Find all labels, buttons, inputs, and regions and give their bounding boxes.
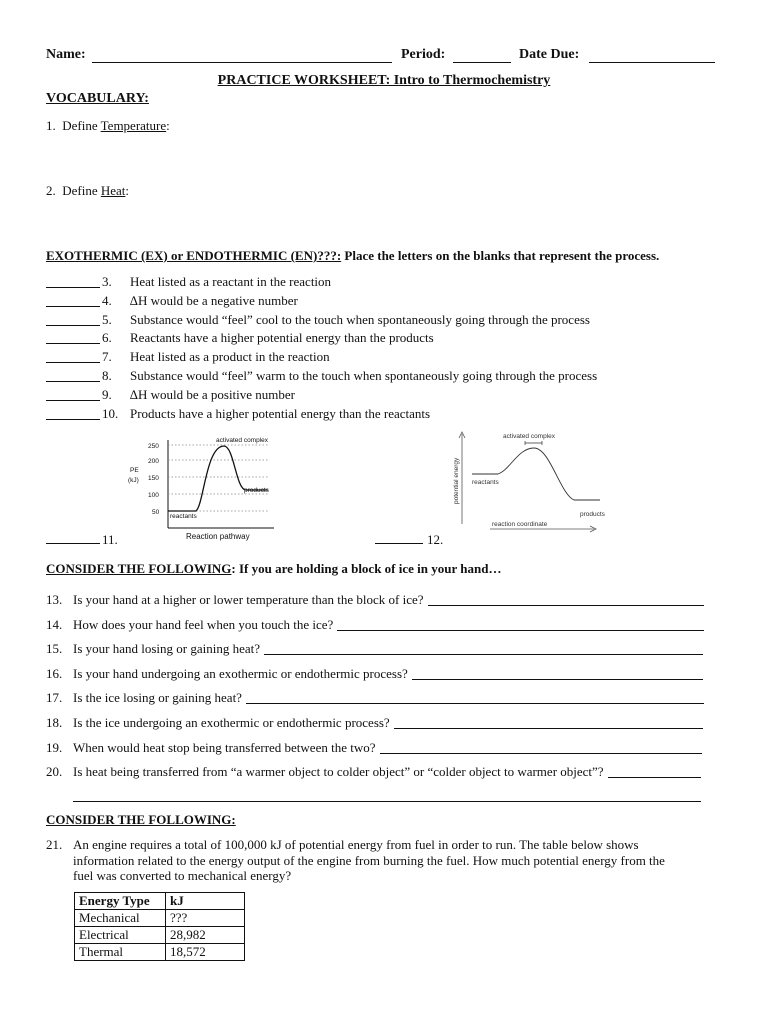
table-cell: Mechanical: [75, 910, 166, 927]
products-label: products: [580, 511, 605, 518]
question-text: Is your hand undergoing an exothermic or endothermic process?: [73, 665, 408, 681]
table-header-row: [75, 893, 245, 910]
question-number: 17.: [46, 690, 63, 706]
answer-blank-11[interactable]: [46, 543, 100, 544]
consider-subheading-1: : If you are holding a block of ice in your hand…: [231, 561, 502, 576]
question-number: 13.: [46, 592, 63, 607]
question-number: 10.: [102, 405, 119, 421]
question-number: 14.: [46, 616, 63, 632]
page-title: PRACTICE WORKSHEET: Intro to Thermochemistry: [217, 73, 551, 88]
question-number: 2.: [46, 183, 56, 198]
tick-label: 200: [148, 458, 159, 465]
answer-line[interactable]: [394, 728, 703, 729]
name-field[interactable]: [92, 62, 392, 63]
answer-blank[interactable]: [46, 400, 100, 401]
answer-line[interactable]: [246, 703, 704, 704]
question-text: Substance would “feel” warm to the touch when spontaneously going through the process: [130, 368, 598, 383]
vocab-term: Temperature: [100, 118, 167, 133]
answer-line[interactable]: [608, 777, 701, 778]
answer-line-20b[interactable]: [73, 801, 701, 802]
question-21-line-1: An engine requires a total of 100,000 kJ of potential energy from fuel in order to run. The table below shows: [73, 837, 639, 852]
y-axis-unit: (kJ): [128, 477, 139, 484]
question-number: 20.: [46, 764, 63, 780]
exo-endo-heading-row: [46, 248, 659, 264]
question-text: Is heat being transferred from “a warmer object to colder object” or “colder object to warmer object”?: [73, 764, 604, 780]
question-text: Substance would “feel” cool to the touch when spontaneously going through the process: [130, 311, 590, 327]
vocab-question-1: [46, 118, 170, 134]
exo-endo-heading: EXOTHERMIC (EX) or ENDOTHERMIC (EN)???:: [46, 248, 342, 263]
question-text: Heat listed as a product in the reaction: [130, 349, 330, 365]
question-text: ∆H would be a negative number: [130, 292, 298, 308]
punctuation: :: [125, 183, 130, 198]
question-text: Reactants have a higher potential energy than the products: [130, 330, 434, 346]
question-text: Is the ice losing or gaining heat?: [73, 690, 242, 706]
tick-label: 100: [148, 492, 159, 499]
table-row: [75, 944, 245, 961]
answer-blank[interactable]: [46, 419, 100, 420]
consider-heading-row-1: [46, 561, 501, 577]
answer-blank[interactable]: [46, 287, 100, 288]
answer-line[interactable]: [380, 753, 702, 754]
question-number: 4.: [102, 292, 112, 308]
vocabulary-heading: VOCABULARY:: [46, 91, 149, 106]
answer-blank[interactable]: [46, 362, 100, 363]
question-21-line-2: information related to the energy output of the engine from burning the fuel. How much potential energy from the: [73, 853, 665, 868]
question-number: 7.: [102, 349, 112, 365]
question-text: ∆H would be a positive number: [130, 386, 296, 402]
question-21-line-3: fuel was converted to mechanical energy?: [73, 868, 292, 883]
question-number: 1.: [46, 118, 56, 133]
punctuation: :: [166, 118, 170, 133]
name-label: Name:: [46, 47, 86, 62]
question-text: How does your hand feel when you touch the ice?: [73, 616, 334, 632]
question-number-11: 11.: [102, 532, 118, 547]
table-cell: Electrical: [75, 927, 166, 944]
question-number: 21.: [46, 837, 63, 852]
question-number: 5.: [102, 311, 112, 327]
question-text: When would heat stop being transferred between the two?: [73, 739, 376, 755]
consider-heading-1: CONSIDER THE FOLLOWING: [46, 561, 232, 576]
table-header-energy-type: Energy Type: [75, 893, 166, 910]
vocab-question-2: [46, 183, 129, 199]
question-text: Heat listed as a reactant in the reaction: [130, 274, 332, 289]
question-text: Is the ice undergoing an exothermic or endothermic process?: [73, 715, 390, 730]
vocab-term: Heat: [100, 183, 126, 198]
date-due-field[interactable]: [589, 62, 715, 63]
energy-diagram-1: [128, 434, 278, 542]
x-axis-label: reaction coordinate: [492, 521, 548, 528]
question-number: 16.: [46, 665, 63, 681]
question-text: Is your hand at a higher or lower temperature than the block of ice?: [73, 592, 424, 607]
consider-heading-2: CONSIDER THE FOLLOWING:: [46, 812, 236, 827]
question-number: 6.: [102, 330, 112, 346]
question-number: 19.: [46, 739, 63, 755]
table-row: [75, 927, 245, 944]
answer-blank[interactable]: [46, 306, 100, 307]
question-text: Is your hand losing or gaining heat?: [73, 641, 261, 657]
answer-line[interactable]: [428, 605, 704, 606]
reactants-label: reactants: [170, 513, 197, 520]
answer-line[interactable]: [337, 630, 704, 631]
question-number: 9.: [102, 386, 112, 402]
question-number: 18.: [46, 715, 63, 730]
answer-blank[interactable]: [46, 343, 100, 344]
question-number: 15.: [46, 641, 63, 657]
activated-complex-label: activated complex: [503, 433, 556, 440]
question-number: 3.: [102, 274, 112, 289]
table-cell: 18,572: [166, 944, 245, 961]
y-axis-label: PE: [130, 467, 139, 474]
tick-label: 150: [148, 475, 159, 482]
period-field[interactable]: [453, 62, 511, 63]
question-text: Define: [62, 118, 101, 133]
table-cell: 28,982: [166, 927, 245, 944]
period-label: Period:: [401, 47, 446, 62]
x-axis-label: Reaction pathway: [186, 532, 250, 541]
energy-table: [74, 892, 245, 961]
question-text: Products have a higher potential energy than the reactants: [130, 405, 431, 421]
answer-blank-12[interactable]: [375, 543, 423, 544]
table-cell: Thermal: [75, 944, 166, 961]
question-text: Define: [62, 183, 101, 198]
answer-line[interactable]: [412, 679, 703, 680]
reactants-label: reactants: [472, 479, 499, 486]
tick-label: 50: [152, 509, 160, 516]
tick-label: 250: [148, 443, 159, 450]
energy-diagram-2: [450, 428, 610, 538]
y-axis-label: potential energy: [453, 457, 460, 504]
exo-endo-instruction: Place the letters on the blanks that represent the process.: [341, 248, 660, 263]
table-header-kj: kJ: [166, 893, 245, 910]
table-row: [75, 910, 245, 927]
question-number: 8.: [102, 368, 112, 383]
answer-blank[interactable]: [46, 325, 100, 326]
answer-blank[interactable]: [46, 381, 100, 382]
products-label: products: [244, 487, 269, 494]
table-cell: ???: [166, 910, 245, 927]
activated-complex-label: activated complex: [216, 437, 269, 444]
question-number-12: 12.: [427, 532, 444, 547]
answer-line[interactable]: [264, 654, 703, 655]
date-due-label: Date Due:: [519, 47, 580, 62]
